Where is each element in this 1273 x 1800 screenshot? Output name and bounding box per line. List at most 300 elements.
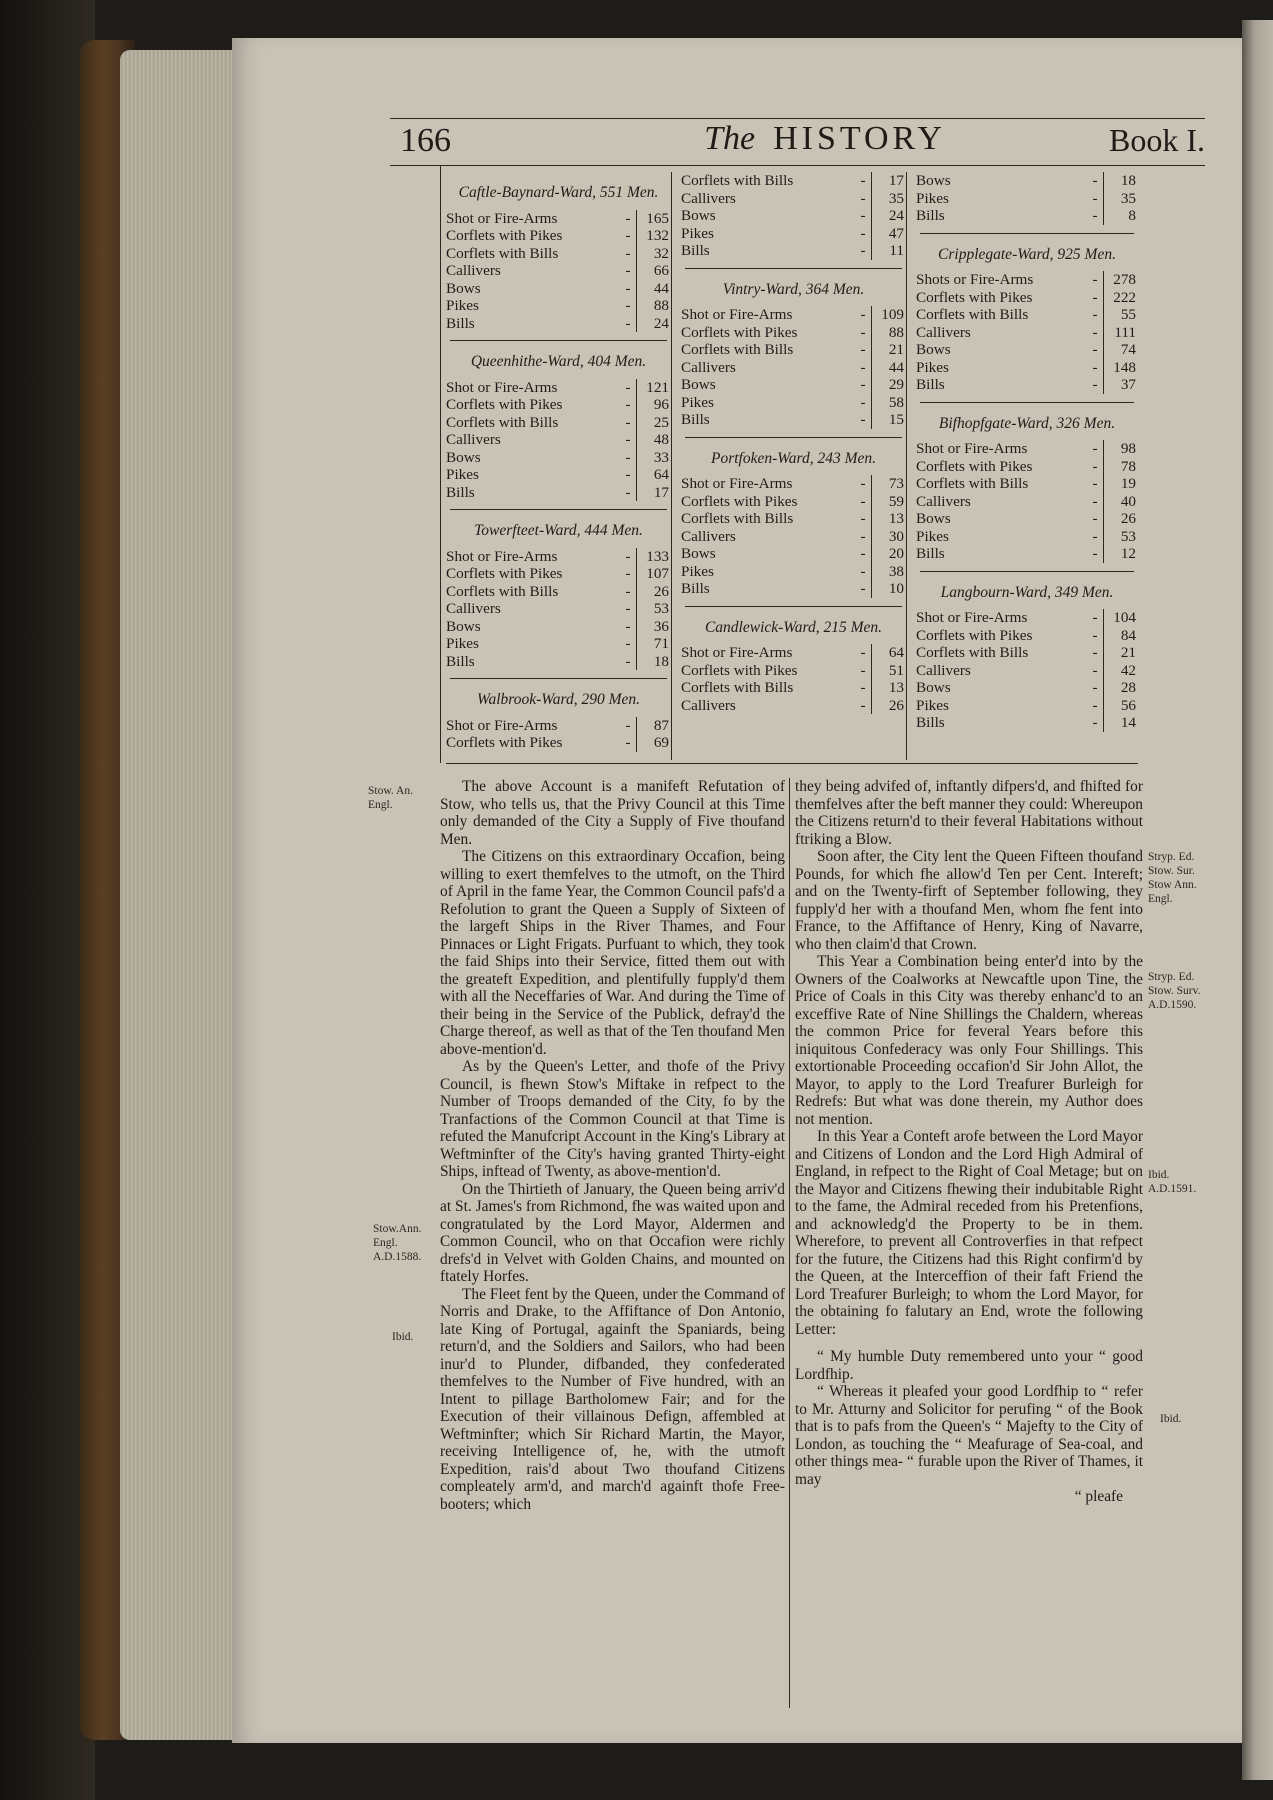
- ward-row-label: Corflets with Pikes: [916, 288, 1033, 306]
- ward-row: [681, 394, 906, 412]
- ward-row-value: 35: [871, 190, 906, 208]
- ward-row-value: 38: [871, 563, 906, 581]
- ward-row: [446, 396, 671, 414]
- leader-dash: -: [1092, 376, 1098, 393]
- ward-row-value: 17: [636, 484, 671, 502]
- ward-row: [446, 583, 671, 601]
- ward-row-value: 11: [871, 242, 906, 260]
- leader-dash: -: [1092, 527, 1098, 545]
- ward-row-value: 104: [1103, 609, 1138, 627]
- ward-row-label: Corflets with Bills: [446, 582, 559, 600]
- ward-row-label: Bills: [446, 314, 475, 332]
- book-label: Book I.: [1109, 122, 1205, 158]
- ward-row-label: Shot or Fire-Arms: [916, 440, 1028, 457]
- leader-dash: -: [1092, 271, 1098, 288]
- ward-row-label: Corflets with Pikes: [681, 492, 798, 510]
- paragraph: The Citizens on this extraordinary Occafion, being willing to exert themfelves to the utmoft, on the Third of April in the fame Year, the Common Council pafs'd a Refolution to grant the Queen a Supply of Sixteen of the largeft Ships in the River Thames, and Four Pinnaces or Light Frigats. Purfuant to which, they took the faid Ships into their Service, fitted them out with the greateft Expedition, and plentifully fupply'd them with all the Neceffaries of War. And during the Time of their being in the Service of the Publick, defray'd the Charge thereof, as well as that of the Ten thoufand Men above-mention'd.: [440, 848, 785, 1058]
- leader-dash: -: [625, 652, 631, 670]
- ward-row-label: Bows: [681, 207, 716, 224]
- paragraph: The Fleet fent by the Queen, under the Command of Norris and Drake, to the Affiftance of Don Antonio, late King of Portugal, againft the Spaniards, being return'd, and the Soldiers and Sailors, who had been inur'd to Plunder, difbanded, they confederated themfelves to the Number of Five hundred, with an Intent to pillage Bartholomew Fair; and for the Execution of their villainous Defign, affembled at Weftminfter; which Sir Richard Martin, the Mayor, receiving Intelligence of, he, with the utmoft Expedition, rais'd about Two thoufand Citizens compleately arm'd, and march'd againft thofe Free-booters; which: [440, 1285, 785, 1513]
- margin-note-left-2: Stow.Ann. Engl. A.D.1588.: [373, 1223, 422, 1263]
- ward-row-label: Corflets with Pikes: [446, 227, 563, 244]
- ward-row-label: Corflets with Bills: [446, 244, 559, 262]
- ward-row-value: 98: [1103, 440, 1138, 458]
- ward-row: [446, 484, 671, 502]
- leader-dash: -: [860, 679, 866, 696]
- ward-row-value: 78: [1103, 458, 1138, 476]
- leader-dash: -: [625, 378, 631, 396]
- ward-row: [681, 580, 906, 598]
- ward-row: [446, 600, 671, 618]
- leader-dash: -: [1092, 644, 1098, 661]
- leader-dash: -: [625, 483, 631, 501]
- ward-row-value: 32: [636, 245, 671, 263]
- ward-row-label: Shot or Fire-Arms: [446, 209, 558, 227]
- ward-row: [681, 242, 906, 260]
- leader-dash: -: [860, 661, 866, 679]
- ward-row: [446, 262, 671, 280]
- ward-column-1: [446, 172, 672, 760]
- ward-row-value: 44: [871, 359, 906, 377]
- ward-row-label: Corflets with Pikes: [681, 661, 798, 679]
- ward-row-label: Bills: [916, 545, 945, 562]
- ward-row-label: Shot or Fire-Arms: [446, 378, 558, 396]
- ward-row-label: Shot or Fire-Arms: [916, 609, 1028, 626]
- ward-row-label: Shot or Fire-Arms: [681, 306, 793, 323]
- ward-row-label: Bows: [916, 679, 951, 696]
- leader-dash: -: [860, 376, 866, 393]
- ward-row-label: Corflets with Bills: [916, 475, 1029, 492]
- ward-row: [916, 510, 1138, 528]
- ward-separator: [920, 402, 1134, 403]
- running-title: [605, 120, 1045, 158]
- leader-dash: -: [625, 600, 631, 617]
- leader-dash: -: [1092, 714, 1098, 731]
- ward-row-value: 26: [1103, 510, 1138, 528]
- ward-row-label: Bills: [916, 207, 945, 224]
- margin-note-right-1: Stryp. Ed. Stow. Sur. Stow Ann. Engl.: [1148, 851, 1197, 905]
- ward-row-value: 19: [1103, 475, 1138, 493]
- ward-row-label: Bills: [916, 376, 945, 393]
- leader-dash: -: [1092, 358, 1098, 376]
- catchword: “ pleafe: [1074, 1488, 1123, 1505]
- leader-dash: -: [1092, 306, 1098, 323]
- leader-dash: -: [860, 562, 866, 580]
- margin-note-left-3: Ibid.: [392, 1331, 414, 1343]
- facing-page-edge: [1242, 20, 1273, 1780]
- ward-row-value: 36: [636, 618, 671, 636]
- margin-note-right-4: Ibid.: [1160, 1413, 1182, 1425]
- right-text-column: [795, 778, 1143, 1506]
- ward-row: [916, 341, 1138, 359]
- ward-row-value: 53: [636, 600, 671, 618]
- ward-row: [916, 627, 1138, 645]
- ward-row-value: 88: [871, 324, 906, 342]
- leader-dash: -: [625, 617, 631, 635]
- margin-note-right-3: Ibid. A.D.1591.: [1148, 1169, 1197, 1195]
- ward-row: [681, 493, 906, 511]
- ward-row-label: Corflets with Bills: [681, 172, 794, 189]
- ward-separator: [450, 678, 667, 679]
- leader-dash: -: [1092, 457, 1098, 475]
- paragraph: On the Thirtieth of January, the Queen being arriv'd at St. James's from Richmond, fhe was waited upon and congratulated by the Lord Mayor, Aldermen and Common Council, who on that Occafion were richly drefs'd in Velvet with Golden Chains, and mounted on ftately Horfes.: [440, 1180, 785, 1285]
- ward-row-value: 84: [1103, 627, 1138, 645]
- ward-row: [916, 475, 1138, 493]
- ward-row-label: Shot or Fire-Arms: [681, 644, 793, 661]
- ward-row-label: Pikes: [681, 224, 714, 242]
- leader-dash: -: [860, 475, 866, 492]
- ward-row-value: 64: [636, 466, 671, 484]
- leader-dash: -: [860, 306, 866, 323]
- running-title-history: HISTORY: [773, 120, 946, 157]
- ward-row: [916, 644, 1138, 662]
- leader-dash: -: [860, 393, 866, 411]
- leader-dash: -: [1092, 696, 1098, 714]
- ward-row-value: 10: [871, 580, 906, 598]
- ward-row-value: 133: [636, 548, 671, 566]
- ward-row-value: 278: [1103, 271, 1138, 289]
- leader-dash: -: [860, 341, 866, 358]
- leader-dash: -: [625, 396, 631, 413]
- ward-row-label: Pikes: [916, 189, 949, 207]
- table-left-rule: [440, 166, 441, 763]
- ward-row: [681, 475, 906, 493]
- ward-row-value: 66: [636, 262, 671, 280]
- ward-row-label: Shots or Fire-Arms: [916, 271, 1034, 288]
- ward-heading: Cripplegate-Ward, 925 Men.: [938, 245, 1116, 263]
- leader-dash: -: [860, 580, 866, 597]
- ward-row-label: Corflets with Bills: [916, 306, 1029, 323]
- ward-separator: [920, 571, 1134, 572]
- leader-dash: -: [625, 297, 631, 314]
- ward-row: [916, 440, 1138, 458]
- ward-row-value: 87: [636, 717, 671, 735]
- leader-dash: -: [1092, 661, 1098, 679]
- ward-row: [916, 271, 1138, 289]
- ward-row-value: 64: [871, 644, 906, 662]
- ward-row-value: 37: [1103, 376, 1138, 394]
- ward-row-label: Pikes: [916, 527, 949, 545]
- column-divider: [789, 778, 790, 1708]
- ward-row: [681, 341, 906, 359]
- leader-dash: -: [1092, 545, 1098, 562]
- ward-row: [916, 190, 1138, 208]
- ward-row: [916, 609, 1138, 627]
- ward-row: [681, 376, 906, 394]
- ward-row-label: Bows: [446, 448, 481, 466]
- ward-row: [916, 172, 1138, 190]
- leader-dash: -: [860, 696, 866, 714]
- leader-dash: -: [1092, 679, 1098, 696]
- ward-row-value: 53: [1103, 528, 1138, 546]
- leader-dash: -: [860, 224, 866, 242]
- leader-dash: -: [1092, 189, 1098, 207]
- ward-separator: [685, 606, 902, 607]
- ward-row: [446, 449, 671, 467]
- ward-row-label: Pikes: [446, 297, 479, 314]
- ward-row: [681, 563, 906, 581]
- ward-row-label: Pikes: [446, 635, 479, 652]
- leader-dash: -: [625, 431, 631, 448]
- leader-dash: -: [860, 323, 866, 341]
- ward-row: [916, 207, 1138, 225]
- ward-row-label: Callivers: [916, 492, 971, 510]
- ward-row: [916, 662, 1138, 680]
- leader-dash: -: [1092, 492, 1098, 510]
- ward-row-label: Shot or Fire-Arms: [446, 716, 558, 734]
- ward-row: [681, 528, 906, 546]
- ward-row: [681, 545, 906, 563]
- margin-note-left-1: Stow. An. Engl.: [368, 785, 413, 811]
- ward-row-label: Pikes: [681, 562, 714, 580]
- ward-row-label: Pikes: [681, 393, 714, 411]
- ward-row-label: Bows: [916, 341, 951, 358]
- ward-row-label: Corflets with Pikes: [446, 734, 563, 751]
- ward-row-value: 88: [636, 297, 671, 315]
- running-header: [390, 118, 1205, 164]
- ward-row-value: 69: [636, 734, 671, 752]
- ward-row-value: 21: [871, 341, 906, 359]
- ward-row-value: 29: [871, 376, 906, 394]
- ward-row-value: 12: [1103, 545, 1138, 563]
- ward-row-label: Callivers: [916, 661, 971, 679]
- ward-row-label: Corflets with Bills: [446, 413, 559, 431]
- ward-heading: Caftle-Baynard-Ward, 551 Men.: [458, 184, 659, 201]
- leader-dash: -: [625, 209, 631, 227]
- ward-row-label: Pikes: [916, 696, 949, 714]
- ward-row-value: 48: [636, 431, 671, 449]
- ward-row-value: 21: [1103, 644, 1138, 662]
- ward-row-label: Bills: [681, 580, 710, 597]
- ward-row: [446, 379, 671, 397]
- ward-row-label: Callivers: [916, 323, 971, 341]
- ward-row: [681, 662, 906, 680]
- leader-dash: -: [625, 227, 631, 244]
- ward-row: [446, 210, 671, 228]
- ward-row-label: Corflets with Pikes: [916, 457, 1033, 475]
- ward-row-label: Corflets with Bills: [681, 341, 794, 358]
- ward-heading: Queenhithe-Ward, 404 Men.: [470, 353, 647, 370]
- leader-dash: -: [625, 565, 631, 582]
- ward-row-value: 25: [636, 414, 671, 432]
- ward-row: [681, 697, 906, 715]
- ward-row: [681, 172, 906, 190]
- ward-row-value: 18: [636, 653, 671, 671]
- page-edges: [120, 50, 235, 1740]
- ward-row-label: Callivers: [446, 262, 501, 279]
- leader-dash: -: [1092, 172, 1098, 189]
- ward-heading: Towerfteet-Ward, 444 Men.: [474, 522, 643, 539]
- paragraph: they being advifed of, inftantly difpers'd, and fhifted for themfelves after the beft manner they could: Whereupon the Citizens return'd to their feveral Habitations without ftriking a Blow.: [795, 778, 1144, 848]
- ward-row: [446, 635, 671, 653]
- leader-dash: -: [860, 411, 866, 428]
- ward-row: [446, 734, 671, 752]
- ward-row: [916, 324, 1138, 342]
- ward-row-value: 13: [871, 510, 906, 528]
- leader-dash: -: [860, 358, 866, 376]
- ward-row-value: 24: [636, 315, 671, 333]
- ward-row: [446, 618, 671, 636]
- header-rule-bottom: [390, 165, 1205, 166]
- leader-dash: -: [625, 716, 631, 734]
- ward-row-value: 59: [871, 493, 906, 511]
- ward-row-value: 47: [871, 225, 906, 243]
- leader-dash: -: [1092, 510, 1098, 527]
- ward-row-value: 14: [1103, 714, 1138, 732]
- ward-row-label: Callivers: [446, 600, 501, 617]
- ward-row-label: Pikes: [916, 358, 949, 376]
- ward-row-value: 132: [636, 227, 671, 245]
- ward-row-label: Bills: [681, 411, 710, 428]
- ward-row-label: Shot or Fire-Arms: [681, 475, 793, 492]
- ward-row-label: Callivers: [681, 189, 736, 207]
- ward-row: [681, 644, 906, 662]
- ward-row-label: Corflets with Bills: [916, 644, 1029, 661]
- ward-row: [916, 493, 1138, 511]
- ward-row-value: 51: [871, 662, 906, 680]
- ward-row: [446, 280, 671, 298]
- leader-dash: -: [1092, 323, 1098, 341]
- ward-row-value: 28: [1103, 679, 1138, 697]
- ward-row: [916, 714, 1138, 732]
- ward-separator: [920, 233, 1134, 234]
- paragraph: This Year a Combination being enter'd into by the Owners of the Coalworks at Newcaftle upon Tine, the Price of Coals in this City was thereby enhanc'd to an exceffive Rate of Nine Shillings the Chaldern, whereas the common Price for feveral Years before this iniquitous Confederacy was only Four Shillings. This extortionable Proceeding occafion'd Sir John Allot, the Mayor, to apply to the Lord Treafurer Burleigh for Redrefs: But what was done therein, my Author does not mention.: [795, 953, 1143, 1128]
- leader-dash: -: [625, 279, 631, 297]
- ward-row-label: Corflets with Pikes: [681, 323, 798, 341]
- leader-dash: -: [1092, 288, 1098, 306]
- ward-row: [446, 565, 671, 583]
- ward-row-label: Bows: [916, 510, 951, 527]
- ward-row-label: Corflets with Pikes: [446, 565, 563, 582]
- leader-dash: -: [860, 492, 866, 510]
- paragraph: In this Year a Conteft arofe between the Lord Mayor and Citizens of London and the Lord High Admiral of England, in refpect to the Right of Coal Metage; but on the Mayor and Citizens fhewing their indubitable Right to the fame, the Admiral receded from his Pretenfions, and acknowledg'd the Property to be in them. Wherefore, to prevent all Controverfies in that refpect for the future, the Citizens had this Right confirm'd by the Queen, at the Interceffion of their faft Friend the Lord Treafurer Burleigh; to whom the Lord Mayor, for the obtaining fo falutary an End, wrote the following Letter:: [795, 1128, 1143, 1338]
- ward-row-value: 17: [871, 172, 906, 190]
- ward-row-value: 74: [1103, 341, 1138, 359]
- ward-row-value: 165: [636, 210, 671, 228]
- letter-salutation: “ My humble Duty remembered unto your “ good Lordfhip.: [795, 1348, 1143, 1383]
- leader-dash: -: [625, 448, 631, 466]
- ward-row-value: 8: [1103, 207, 1138, 225]
- ward-row-value: 13: [871, 679, 906, 697]
- ward-row-value: 222: [1103, 289, 1138, 307]
- leader-dash: -: [1092, 626, 1098, 644]
- paragraph: As by the Queen's Letter, and thofe of the Privy Council, is fhewn Stow's Miftake in refpect to the Number of Troops demanded of the City, fo by the Tranfactions of the Common Council at that Time is refuted the Manufcript Account in the King's Library at Weftminfter of the City's having granted Thirty-eight Ships, inftead of Twenty, as above-mention'd.: [440, 1058, 785, 1180]
- ward-row-label: Bows: [681, 376, 716, 393]
- ward-row-value: 26: [636, 583, 671, 601]
- ward-row-value: 56: [1103, 697, 1138, 715]
- ward-row: [446, 414, 671, 432]
- letter-body: “ Whereas it pleafed your good Lordfhip to “ refer to Mr. Atturny and Solicitor for perufing “ of the Book that is to pafs from the Queen's “ Majefty to the City of London, as touching the “ Meafurage of Sea-coal, and other things mea- “ furable upon the River of Thames, it may: [795, 1383, 1143, 1488]
- ward-row-label: Callivers: [681, 358, 736, 376]
- ward-row-value: 30: [871, 528, 906, 546]
- leader-dash: -: [625, 547, 631, 565]
- leader-dash: -: [625, 413, 631, 431]
- ward-row: [446, 548, 671, 566]
- ward-row: [916, 679, 1138, 697]
- leader-dash: -: [1092, 440, 1098, 457]
- ward-row: [681, 324, 906, 342]
- ward-row: [916, 545, 1138, 563]
- ward-row: [681, 306, 906, 324]
- ward-row-value: 55: [1103, 306, 1138, 324]
- ward-row: [916, 359, 1138, 377]
- ward-heading: Langbourn-Ward, 349 Men.: [940, 583, 1114, 601]
- ward-row: [446, 717, 671, 735]
- ward-row: [916, 289, 1138, 307]
- leader-dash: -: [625, 466, 631, 483]
- ward-heading: Vintry-Ward, 364 Men.: [722, 280, 865, 298]
- ward-row-label: Callivers: [681, 527, 736, 545]
- ward-row-value: 44: [636, 280, 671, 298]
- leader-dash: -: [1092, 207, 1098, 224]
- ward-row-label: Bills: [446, 483, 475, 501]
- ward-separator: [685, 268, 902, 269]
- ward-row-label: Bows: [916, 172, 951, 189]
- leader-dash: -: [625, 734, 631, 751]
- ward-row: [446, 315, 671, 333]
- ward-row-value: 40: [1103, 493, 1138, 511]
- ward-row: [916, 306, 1138, 324]
- leader-dash: -: [860, 172, 866, 189]
- ward-row: [681, 190, 906, 208]
- ward-row-value: 121: [636, 379, 671, 397]
- leader-dash: -: [860, 510, 866, 527]
- leader-dash: -: [860, 545, 866, 562]
- ward-row: [446, 245, 671, 263]
- leader-dash: -: [860, 242, 866, 259]
- left-text-column: [440, 778, 785, 1513]
- ward-row-label: Bills: [446, 652, 475, 670]
- ward-row: [681, 207, 906, 225]
- leader-dash: -: [860, 644, 866, 661]
- leader-dash: -: [860, 527, 866, 545]
- ward-row-label: Corflets with Pikes: [446, 396, 563, 413]
- ward-row: [916, 458, 1138, 476]
- ward-row-label: Bows: [446, 279, 481, 297]
- leader-dash: -: [625, 314, 631, 332]
- ward-row-value: 73: [871, 475, 906, 493]
- ward-row: [681, 411, 906, 429]
- margin-note-right-2: Stryp. Ed. Stow. Surv. A.D.1590.: [1148, 971, 1201, 1011]
- leader-dash: -: [1092, 609, 1098, 626]
- ward-row: [681, 510, 906, 528]
- ward-row-value: 109: [871, 306, 906, 324]
- ward-row: [681, 679, 906, 697]
- leader-dash: -: [625, 262, 631, 279]
- ward-table: [446, 172, 1138, 762]
- ward-heading: Portfoken-Ward, 243 Men.: [710, 449, 877, 467]
- leader-dash: -: [1092, 475, 1098, 492]
- ward-row: [916, 528, 1138, 546]
- ward-row-value: 20: [871, 545, 906, 563]
- ward-row-value: 15: [871, 411, 906, 429]
- leader-dash: -: [625, 582, 631, 600]
- ward-row: [446, 227, 671, 245]
- ward-separator: [685, 437, 902, 438]
- ward-row-label: Callivers: [446, 431, 501, 448]
- ward-row-value: 42: [1103, 662, 1138, 680]
- ward-row-value: 111: [1103, 324, 1138, 342]
- ward-row-value: 26: [871, 697, 906, 715]
- leader-dash: -: [625, 244, 631, 262]
- ward-row: [446, 297, 671, 315]
- ward-row-label: Bills: [681, 242, 710, 259]
- ward-row-label: Corflets with Bills: [681, 679, 794, 696]
- ward-row: [681, 225, 906, 243]
- ward-row-value: 148: [1103, 359, 1138, 377]
- ward-row-label: Shot or Fire-Arms: [446, 547, 558, 565]
- leader-dash: -: [625, 635, 631, 652]
